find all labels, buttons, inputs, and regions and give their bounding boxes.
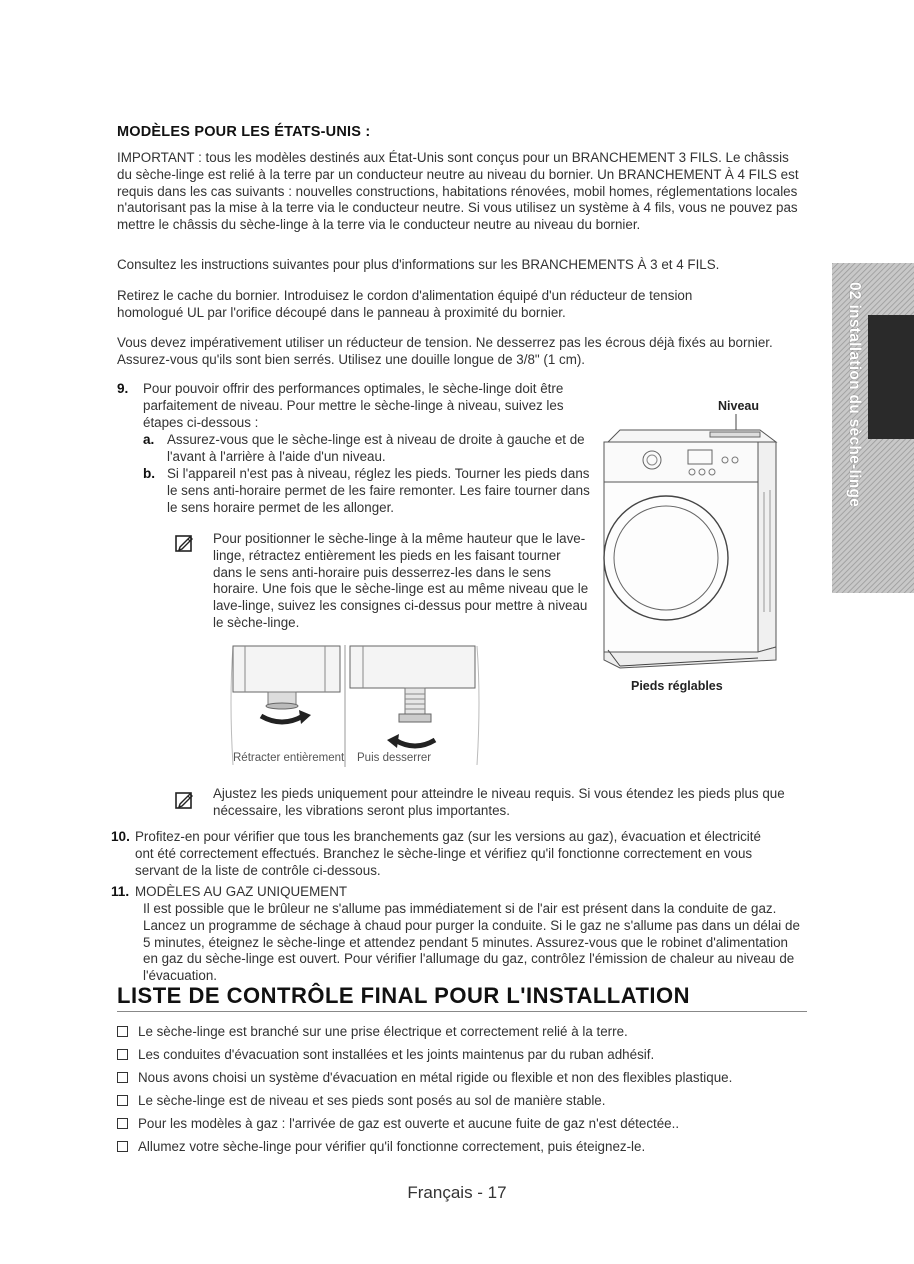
checkbox-icon[interactable] — [117, 1095, 128, 1106]
chapter-tab-label: 02 installation du sèche-linge — [846, 282, 863, 508]
checklist-item — [117, 1023, 628, 1040]
step-9a-text: Assurez-vous que le sèche-linge est à niveau de droite à gauche et de l'avant à l'arrière à l'aide d'un niveau. — [167, 432, 585, 464]
step-9-number: 9. — [117, 381, 129, 396]
checklist-item — [117, 1092, 605, 1109]
note-icon — [175, 790, 195, 810]
paragraph-important: IMPORTANT : tous les modèles destinés aux État-Unis sont conçus pour un BRANCHEMENT 3 FILS. Le châssis du sèche-linge est relié à la terre par un conducteur neutre au niveau du bornier. Un BRANCHEMENT À 4 FILS est requis dans les cas suivants : nouvelles constructions, habitations rénovées, mobil homes, réglementations locales n'autorisant pas la mise à la terre via le conducteur neutre. Si vous utilisez un système à 4 fils, vous ne pouvez pas mettre le châssis du sèche-linge à la terre via le conducteur neutre au niveau du bornier. — [117, 150, 799, 233]
note-icon — [175, 533, 195, 553]
step-11-number: 11. — [111, 884, 130, 899]
step-9-text: Pour pouvoir offrir des performances optimales, le sèche-linge doit être parfaitement de niveau. Pour mettre le sèche-linge à niveau, suivez les étapes ci-dessous : — [143, 381, 564, 430]
step-11-text: Il est possible que le brûleur ne s'allume pas immédiatement si de l'air est présent dans la conduite de gaz. Lancez un programme de séchage à chaud pour purger la conduite. Si le gaz ne s'allume pas dans un délai de 5 minutes, éteignez le sèche-linge et attendez pendant 5 minutes. Assurez-vous que le robinet d'alimentation en gaz du sèche-linge est ouvert. Pour vérifier l'allumage du gaz, contrôlez l'émission de chaleur au niveau de l'évacuation. — [143, 901, 800, 984]
checklist-item — [117, 1069, 732, 1086]
step-9a-label: a. — [143, 432, 155, 447]
checklist-item — [117, 1115, 679, 1132]
caption-then-loosen: Puis desserrer — [357, 752, 432, 764]
step-10-number: 10. — [111, 829, 130, 844]
caption-retract-fully: Rétracter entièrement — [233, 752, 345, 764]
checklist-item — [117, 1138, 645, 1155]
checklist-item-text: Les conduites d'évacuation sont installées et les joints maintenus par du ruban adhésif. — [138, 1047, 655, 1062]
paragraph-strain-relief: Vous devez impérativement utiliser un réducteur de tension. Ne desserrez pas les écrous déjà fixés au bornier. Assurez-vous qu'ils sont bien serrés. Utilisez une douille longue de 3/8" (1 cm). — [117, 335, 773, 367]
checklist-item-text: Pour les modèles à gaz : l'arrivée de gaz est ouverte et aucune fuite de gaz n'est détectée.. — [138, 1116, 680, 1131]
checkbox-icon[interactable] — [117, 1072, 128, 1083]
checklist-item-text: Allumez votre sèche-linge pour vérifier qu'il fonctionne correctement, puis éteignez-le. — [138, 1139, 646, 1154]
checkbox-icon[interactable] — [117, 1118, 128, 1129]
note-text-level-with-washer: Pour positionner le sèche-linge à la même hauteur que le lave-linge, rétractez entièrement les pieds en les faisant tourner dans le sens anti-horaire puis desserrez-les dans le sens horaire. Une fois que le sèche-linge est au même niveau que le lave-linge, suivez les consignes ci-dessus pour mettre à niveau le sèche-linge. — [213, 531, 589, 630]
checklist-item-text: Le sèche-linge est branché sur une prise électrique et correctement relié à la terre. — [138, 1024, 628, 1039]
checklist-item-text: Nous avons choisi un système d'évacuation en métal rigide ou flexible et non des flexibles plastique. — [138, 1070, 733, 1085]
checkbox-icon[interactable] — [117, 1141, 128, 1152]
level-label: Niveau — [718, 399, 759, 413]
step-9b-text: Si l'appareil n'est pas à niveau, réglez les pieds. Tourner les pieds dans le sens anti-horaire permet de les faire remonter. Les faire tourner dans le sens horaire permet de les allonger. — [167, 466, 590, 515]
paragraph-remove-cover: Retirez le cache du bornier. Introduisez le cordon d'alimentation équipé d'un réducteur de tension homologué UL par l'orifice découpé dans le panneau à proximité du bornier. — [117, 288, 693, 320]
step-10-text: Profitez-en pour vérifier que tous les branchements gaz (sur les versions au gaz), évacuation et électricité ont été correctement effectués. Branchez le sèche-linge et vérifiez qu'il fonctionne correctement en vous servant de la liste de contrôle ci-dessous. — [135, 829, 761, 878]
step-9b-label: b. — [143, 466, 156, 481]
section-heading-us-models: MODÈLES POUR LES ÉTATS-UNIS : — [117, 124, 371, 140]
page-footer: Français - 17 — [407, 1183, 507, 1202]
checklist-item — [117, 1046, 654, 1063]
paragraph-consult: Consultez les instructions suivantes pour plus d'informations sur les BRANCHEMENTS À 3 et 4 FILS. — [117, 257, 720, 272]
checklist-title: LISTE DE CONTRÔLE FINAL POUR L'INSTALLATION — [117, 983, 807, 1012]
checkbox-icon[interactable] — [117, 1026, 128, 1037]
note-text-adjust-feet: Ajustez les pieds uniquement pour atteindre le niveau requis. Si vous étendez les pieds plus que nécessaire, les vibrations seront plus importantes. — [213, 786, 785, 818]
adjustable-feet-label: Pieds réglables — [631, 679, 723, 693]
checkbox-icon[interactable] — [117, 1049, 128, 1060]
leg-adjustment-illustration — [225, 640, 485, 770]
step-11-title: MODÈLES AU GAZ UNIQUEMENT — [135, 884, 348, 899]
dryer-illustration — [590, 412, 790, 682]
checklist-item-text: Le sèche-linge est de niveau et ses pieds sont posés au sol de manière stable. — [138, 1093, 606, 1108]
